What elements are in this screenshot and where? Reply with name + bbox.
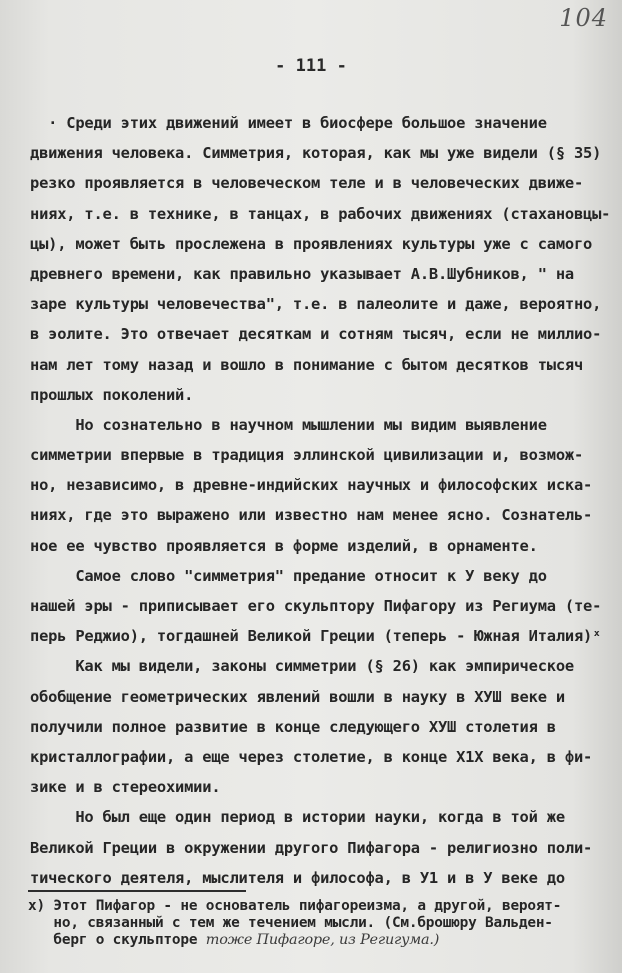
footnote-divider [28, 890, 246, 892]
text-line: перь Реджио), тогдашней Великой Греции (теперь - Южная Италия)ˣ [30, 627, 602, 646]
text-line: кристаллографии, а еще через столетие, в конце Х1Х века, в фи- [30, 747, 593, 766]
text-line: Но сознательно в научном мышлении мы видим выявление [30, 415, 547, 434]
text-line: Великой Греции в окружении другого Пифагора - религиозно поли- [30, 838, 593, 857]
text-line: нашей эры - приписывает его скульптору Пифагору из Региума (те- [30, 597, 602, 615]
text-line: тического деятеля, мыслителя и философа, в У1 и в У веке до [30, 868, 565, 887]
text-line: симметрии впервые в традиция эллинской цивилизации и, возмож- [30, 446, 584, 465]
text-line: Самое слово "симметрия" предание относит к У веку до [30, 566, 547, 585]
text-line: движения человека. Симметрия, которая, как мы уже видели (§ 35) [30, 144, 602, 163]
text-line: заре культуры человечества", т.е. в палеолите и даже, вероятно, [30, 295, 602, 314]
text-line: · Среди этих движений имеет в биосфере большое значение [30, 114, 547, 132]
text-line: прошлых поколений. [30, 385, 194, 404]
text-line: в эолите. Это отвечает десяткам и сотням тысяч, если не миллио- [30, 325, 602, 344]
text-line: древнего времени, как правильно указывает А.В.Шубников, " на [30, 264, 574, 283]
text-line: получили полное развитие в конце следующего ХУШ столетия в [30, 717, 556, 736]
text-line: Но был еще один период в истории науки, когда в той же [30, 808, 565, 827]
page-number: - 111 - [275, 56, 347, 76]
text-line: зике и в стереохимии. [30, 778, 221, 797]
footnote-typed-text: берг о скульпторе [28, 932, 206, 948]
archive-page-number: 104 [559, 4, 608, 32]
text-line: ниях, где это выражено или известно нам менее ясно. Сознатель- [30, 506, 593, 525]
footnote-line: х) Этот Пифагор - не основатель пифагореизма, а другой, вероят- [28, 898, 562, 914]
footnote [28, 898, 620, 949]
footnote-line: но, связанный с тем же течением мысли. (См.брошюру Вальден- [28, 915, 553, 931]
text-line: ниях, т.е. в технике, в танцах, в рабочих движениях (стахановцы- [30, 204, 611, 223]
text-line: ное ее чувство проявляется в форме изделий, в орнаменте. [30, 536, 538, 555]
text-line: но, независимо, в древне-индийских научных и философских иска- [30, 476, 593, 495]
text-line: нам лет тому назад и вошло в понимание с бытом десятков тысяч [30, 355, 584, 374]
handwritten-annotation: тоже Пифагоре, из Регигума.) [205, 932, 440, 948]
body-text [30, 108, 620, 893]
footnote-line [28, 932, 620, 949]
text-line: обобщение геометрических явлений вошли в науку в ХУШ веке и [30, 687, 565, 706]
text-line: Как мы видели, законы симметрии (§ 26) как эмпирическое [30, 657, 574, 676]
text-line: цы), может быть прослежена в проявлениях культуры уже с самого [30, 234, 593, 253]
text-line: резко проявляется в человеческом теле и в человеческих движе- [30, 174, 584, 193]
